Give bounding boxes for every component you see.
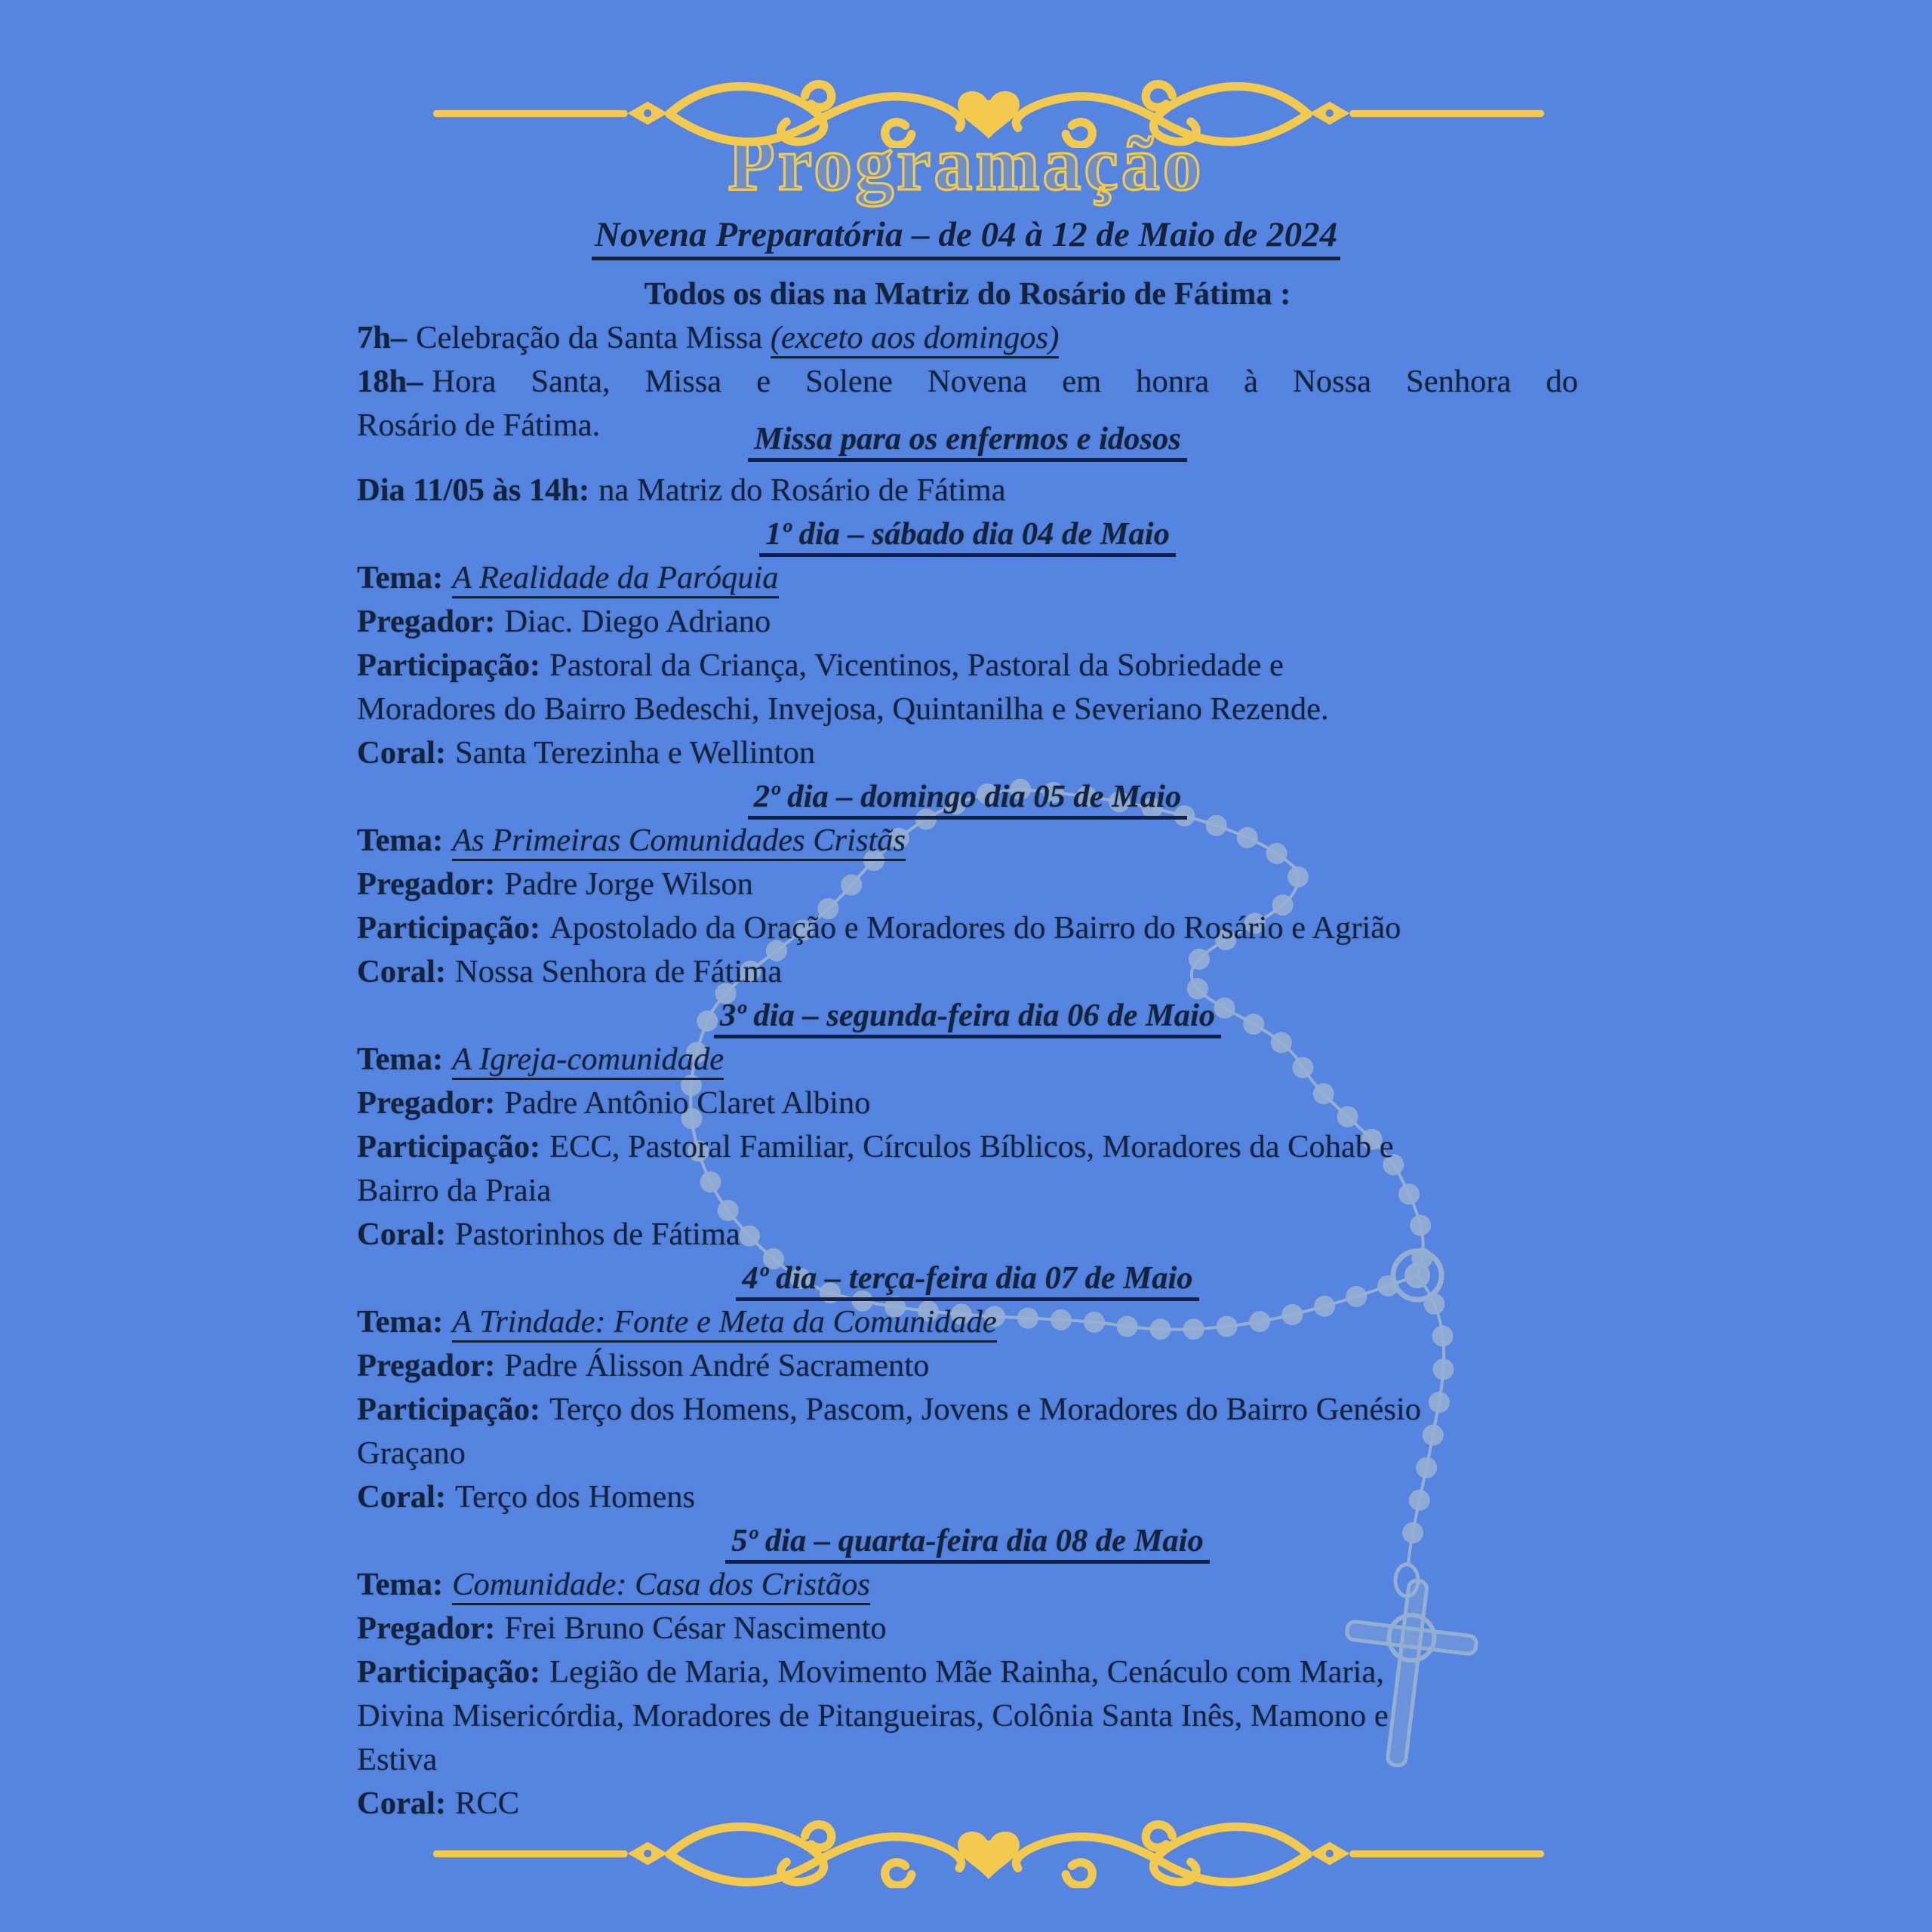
day-1-participacao-value: Pastoral da Criança, Vicentinos, Pastoral da Sobriedade e [549,648,1284,683]
day-2-tema-line [357,819,1578,863]
day-2-pregador-line [357,863,1578,906]
day-3-tema-value: A Igreja-comunidade [452,1041,724,1080]
day-5-heading: 5º dia – quarta-feira dia 08 de Maio [357,1519,1578,1563]
day-4-coral-line [357,1475,1578,1519]
bottom-flourish-icon [423,1819,1555,1888]
day-2-pregador-value: Padre Jorge Wilson [504,866,753,902]
tema-label: Tema: [357,560,444,595]
day-1-heading: 1º dia – sábado dia 04 de Maio [357,512,1578,556]
day-1-tema-line [357,556,1578,600]
schedule-7h-note: (exceto aos domingos) [771,320,1059,358]
participacao-label: Participação: [357,648,541,683]
program-content [357,272,1578,1826]
day-2-coral-line [357,950,1578,994]
day-2-participacao-value: Apostolado da Oração e Moradores do Bairro do Rosário e Agrião [549,910,1401,946]
subtitle-text: Novena Preparatória – de 04 à 12 de Maio de 2024 [592,215,1340,260]
tema-label: Tema: [357,823,444,858]
day-5-pregador-line [357,1607,1578,1651]
pregador-label: Pregador: [357,1611,496,1646]
day-4-coral-value: Terço dos Homens [455,1479,696,1515]
pregador-label: Pregador: [357,604,496,639]
schedule-7h-text: Celebração da Santa Missa [416,320,771,355]
day-4-heading: 4º dia – terça-feira dia 07 de Maio [357,1257,1578,1300]
day-2-heading: 2º dia – domingo dia 05 de Maio [357,775,1578,819]
coral-label: Coral: [357,735,447,771]
day-4-participacao-continuation: Graçano [357,1435,466,1471]
day-5-participacao-value: Legião de Maria, Movimento Mãe Rainha, Cenáculo com Maria, [549,1654,1384,1690]
tema-label: Tema: [357,1041,444,1077]
pregador-label: Pregador: [357,866,496,902]
subtitle [0,214,1932,255]
day-5-participacao-continuation: Estiva [357,1742,438,1777]
tema-label: Tema: [357,1304,444,1340]
day-3-participacao-value: ECC, Pastoral Familiar, Círculos Bíblicos, Moradores da Cohab e [549,1129,1394,1164]
day-3-heading: 3º dia – segunda-feira dia 06 de Maio [357,994,1578,1038]
day-1-coral-value: Santa Terezinha e Wellinton [455,735,816,771]
day-2-participacao-line [357,906,1578,950]
day-2-tema-value: As Primeiras Comunidades Cristãs [452,823,906,861]
schedule-18h-text: Hora Santa, Missa e Solene Novena em honra à Nossa Senhora do [432,364,1578,399]
day-1-tema-value: A Realidade da Paróquia [452,560,778,598]
day-4-tema-line [357,1300,1578,1344]
day-1-pregador-value: Diac. Diego Adriano [504,604,771,639]
schedule-line-18h-continuation: Rosário de Fátima. [357,408,601,443]
dia-11-05-label: Dia 11/05 às 14h: [357,472,590,508]
day-5-participacao-line [357,1651,1578,1694]
day-5-coral-value: RCC [455,1786,520,1821]
intro-heading: Todos os dias na Matriz do Rosário de Fátima : [644,276,1291,312]
day-1-coral-line [357,731,1578,775]
day-3-pregador-line [357,1081,1578,1125]
participacao-label: Participação: [357,1654,541,1690]
day-5-tema-value: Comunidade: Casa dos Cristãos [452,1567,870,1605]
day-2-coral-value: Nossa Senhora de Fátima [455,954,783,989]
missa-enfermos-line [357,469,1578,512]
schedule-line-7h [357,316,1578,360]
participacao-label: Participação: [357,1392,541,1427]
day-4-participacao-value: Terço dos Homens, Pascom, Jovens e Moradores do Bairro Genésio [549,1392,1422,1427]
day-3-participacao-continuation: Bairro da Praia [357,1173,552,1208]
day-4-pregador-line [357,1344,1578,1388]
day-3-coral-value: Pastorinhos de Fátima [455,1217,740,1252]
day-1-participacao-continuation: Moradores do Bairro Bedeschi, Invejosa, Quintanilha e Severiano Rezende. [357,691,1329,727]
dia-11-05-text: na Matriz do Rosário de Fátima [598,472,1006,508]
participacao-label: Participação: [357,1129,541,1164]
missa-enfermos-heading: Missa para os enfermos e idosos [357,417,1578,461]
participacao-label: Participação: [357,910,541,946]
time-7h-label: 7h– [357,320,408,355]
pregador-label: Pregador: [357,1085,496,1121]
day-4-participacao-line [357,1388,1578,1432]
day-3-tema-line [357,1038,1578,1081]
day-1-participacao-line [357,644,1578,688]
day-3-coral-line [357,1213,1578,1257]
tema-label: Tema: [357,1567,444,1602]
schedule-line-18h [357,360,1578,404]
day-5-pregador-value: Frei Bruno César Nascimento [504,1611,887,1646]
coral-label: Coral: [357,954,447,989]
day-5-participacao-continuation: Divina Misericórdia, Moradores de Pitangueiras, Colônia Santa Inês, Mamono e [357,1698,1389,1734]
day-1-pregador-line [357,600,1578,644]
day-5-tema-line [357,1563,1578,1607]
page-title: Programação [728,122,1204,207]
coral-label: Coral: [357,1479,447,1515]
day-4-pregador-value: Padre Álisson André Sacramento [504,1348,930,1383]
pregador-label: Pregador: [357,1348,496,1383]
coral-label: Coral: [357,1786,447,1821]
day-3-pregador-value: Padre Antônio Claret Albino [504,1085,871,1121]
day-4-tema-value: A Trindade: Fonte e Meta da Comunidade [452,1304,997,1343]
day-3-participacao-line [357,1125,1578,1169]
time-18h-label: 18h– [357,364,423,399]
coral-label: Coral: [357,1217,447,1252]
